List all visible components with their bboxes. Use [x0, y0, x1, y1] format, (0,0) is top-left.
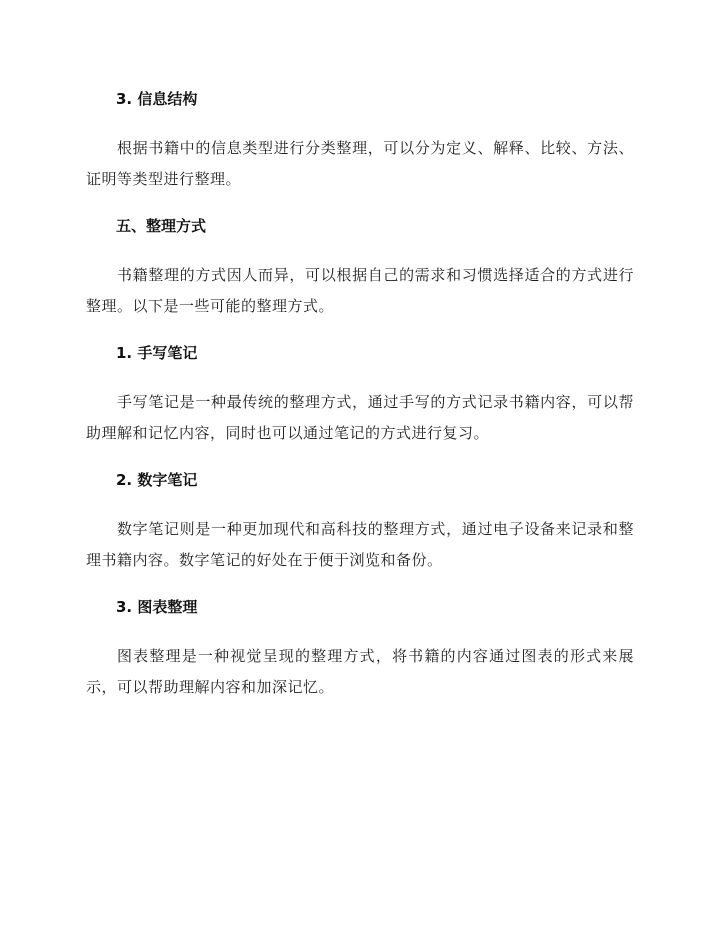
section-paragraph-digital-notes: 数字笔记则是一种更加现代和高科技的整理方式，通过电子设备来记录和整理书籍内容。数字笔记的好处在于便于浏览和备份。 [86, 520, 634, 569]
section-paragraph-organize-methods: 书籍整理的方式因人而异，可以根据自己的需求和习惯选择适合的方式进行整理。以下是一些可能的整理方式。 [86, 266, 634, 315]
section-heading-digital-notes: 2. 数字笔记 [116, 471, 198, 489]
section-heading-organize-methods: 五、整理方式 [116, 217, 207, 235]
section-heading-handwritten-notes: 1. 手写笔记 [116, 344, 198, 362]
section-heading-chart-organizing: 3. 图表整理 [116, 598, 198, 616]
document-body [86, 88, 634, 703]
section-paragraph-handwritten-notes: 手写笔记是一种最传统的整理方式，通过手写的方式记录书籍内容，可以帮助理解和记忆内容，同时也可以通过笔记的方式进行复习。 [86, 393, 634, 442]
section-paragraph-chart-organizing: 图表整理是一种视觉呈现的整理方式，将书籍的内容通过图表的形式来展示，可以帮助理解内容和加深记忆。 [86, 647, 634, 696]
section-heading-info-structure: 3. 信息结构 [116, 90, 198, 108]
section-paragraph-info-structure: 根据书籍中的信息类型进行分类整理，可以分为定义、解释、比较、方法、证明等类型进行整理。 [86, 139, 634, 188]
